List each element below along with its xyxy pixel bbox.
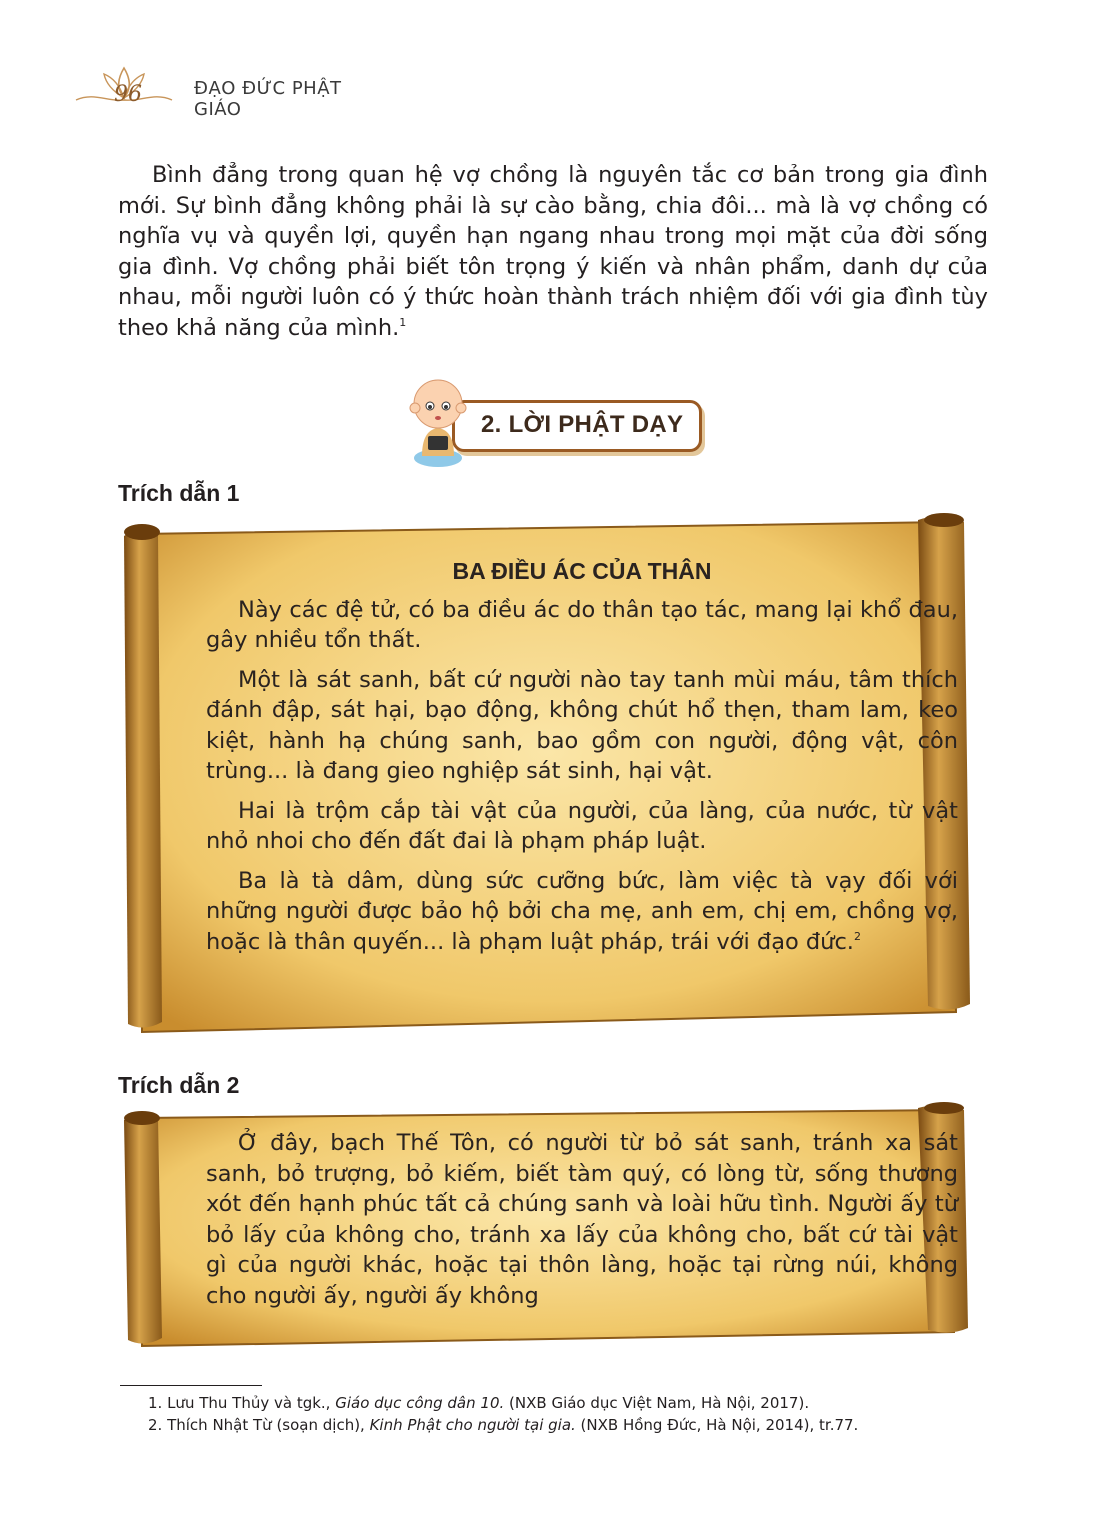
quote-2-heading: Trích dẫn 2 bbox=[118, 1072, 240, 1098]
quote-1-title: BA ĐIỀU ÁC CỦA THÂN bbox=[452, 558, 712, 584]
footnote-1-publisher: (NXB Giáo dục Việt Nam, Hà Nội, 2017). bbox=[504, 1394, 810, 1412]
intro-paragraph bbox=[118, 160, 988, 343]
quote-1-paragraph: Này các đệ tử, có ba điều ác do thân tạo tác, mang lại khổ đau, gây nhiều tổn thất. bbox=[206, 596, 958, 653]
footnote-ref-2: 2 bbox=[853, 929, 861, 943]
running-header-title: ĐẠO ĐỨC PHẬT GIÁO bbox=[194, 78, 342, 120]
quote-2-body bbox=[206, 1128, 958, 1320]
footnotes bbox=[148, 1392, 1048, 1436]
quote-1-paragraph: Một là sát sanh, bất cứ người nào tay tanh mùi máu, tâm thích đánh đập, sát hại, bạo động, không chút hổ thẹn, tham lam, keo kiệt, hành hạ chúng sanh, bao gồm con người, động vật, côn trùng... là đang gieo nghiệp sát sinh, hại vật. bbox=[206, 666, 958, 784]
footnote-2-publisher: (NXB Hồng Đức, Hà Nội, 2014), tr.77. bbox=[575, 1416, 859, 1434]
footnote-1-author: 1. Lưu Thu Thủy và tgk., bbox=[148, 1394, 336, 1412]
quote-1-paragraph-text: Ba là tà dâm, dùng sức cưỡng bức, làm việc tà vạy đối với những người được bảo hộ bởi cha mẹ, anh em, chị em, chồng vợ, hoặc là thân quyến... là phạm luật pháp, trái với đạo đức. bbox=[206, 867, 958, 955]
intro-text: Bình đẳng trong quan hệ vợ chồng là nguyên tắc cơ bản trong gia đình mới. Sự bình đẳng không phải là sự cào bằng, chia đôi... mà là vợ chồng có nghĩa vụ và quyền lợi, quyền hạn ngang nhau trong mọi mặt của đời sống gia đình. Vợ chồng phải biết tôn trọng ý kiến và nhân phẩm, danh dự của nhau, mỗi người luôn có ý thức hoàn thành trách nhiệm đối với gia đình tùy theo khả năng của mình. bbox=[118, 162, 988, 341]
footnote-ref-1: 1 bbox=[399, 315, 407, 329]
section-badge bbox=[408, 370, 698, 470]
quote-1-body bbox=[206, 556, 958, 966]
page-header bbox=[74, 62, 394, 120]
footnote-2-author: 2. Thích Nhật Từ (soạn dịch), bbox=[148, 1416, 370, 1434]
footnote-1-title: Giáo dục công dân 10. bbox=[335, 1394, 505, 1412]
quote-1-scroll bbox=[118, 512, 986, 1050]
quote-1-heading: Trích dẫn 1 bbox=[118, 480, 240, 506]
quote-2-scroll bbox=[118, 1102, 986, 1360]
quote-2-paragraph: Ở đây, bạch Thế Tôn, có người từ bỏ sát sanh, tránh xa sát sanh, bỏ trượng, bỏ kiếm, biết tàm quý, có lòng từ, sống thương xót đến hạnh phúc tất cả chúng sanh và loài hữu tình. Người ấy từ bỏ lấy của không cho, tránh xa lấy của không cho, bất cứ tài vật gì của người khác, hoặc tại thôn làng, hoặc tại rừng núi, không cho người ấy, người ấy không bbox=[206, 1130, 958, 1309]
monk-mascot-icon bbox=[408, 370, 472, 470]
footnote-1 bbox=[148, 1392, 1048, 1414]
section-label-box bbox=[452, 400, 702, 452]
quote-1-paragraph bbox=[206, 866, 958, 958]
footnote-divider bbox=[120, 1385, 262, 1386]
footnote-2 bbox=[148, 1414, 1048, 1436]
quote-1-paragraph: Hai là trộm cắp tài vật của người, của làng, của nước, từ vật nhỏ nhoi cho đến đất đai là phạm pháp luật. bbox=[206, 797, 958, 854]
page-number: 96 bbox=[114, 82, 142, 107]
footnote-2-title: Kinh Phật cho người tại gia. bbox=[369, 1416, 576, 1434]
section-label: 2. LỜI PHẬT DẠY bbox=[481, 411, 684, 438]
